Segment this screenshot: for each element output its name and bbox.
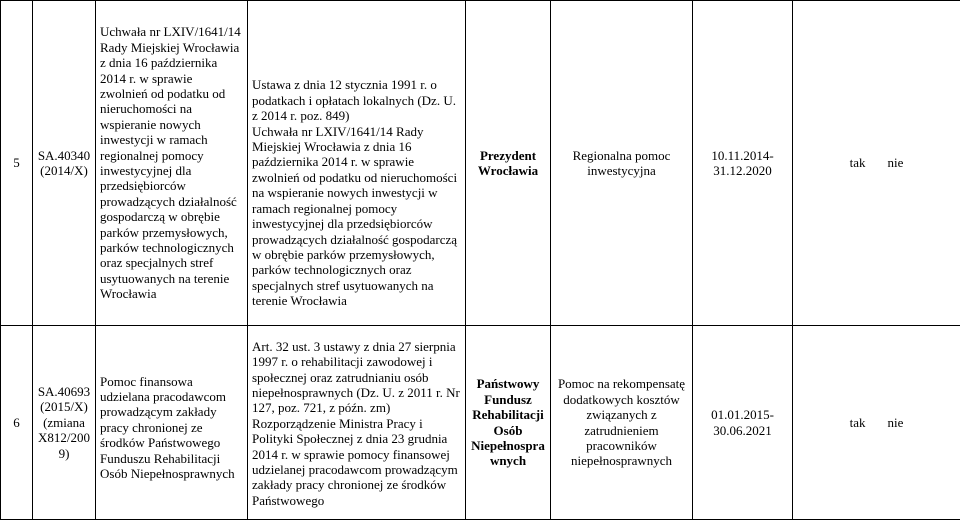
flag-yes: tak: [850, 415, 866, 430]
flags: [793, 1, 960, 326]
row-number: 5: [1, 1, 33, 326]
aid-form: Regionalna pomoc inwestycyjna: [551, 1, 693, 326]
legal-basis-regulation: Rozporządzenie Ministra Pracy i Polityki Społecznej z dnia 23 grudnia 2014 r. w sprawie pomocy finansowej udzielanej pracodawcom prowadzącym zakłady pracy chronionej ze środków Państwowego: [252, 416, 461, 508]
aid-scheme-number: SA.40340 (2014/X): [33, 1, 96, 326]
row-number: 6: [1, 326, 33, 520]
aid-grantor: Państwowy Fundusz Rehabilitacji Osób Niepełnosprawnych: [466, 326, 551, 520]
aid-scheme-number: SA.40693 (2015/X) (zmiana X812/2009): [33, 326, 96, 520]
legal-basis-act: Ustawa z dnia 12 stycznia 1991 r. o podatkach i opłatach lokalnych (Dz. U. z 2014 r. poz. 849): [252, 17, 461, 123]
aid-form: Pomoc na rekompensatę dodatkowych kosztów związanych z zatrudnieniem pracowników niepełnosprawnych: [551, 326, 693, 520]
legal-basis-act: Art. 32 ust. 3 ustawy z dnia 27 sierpnia 1997 r. o rehabilitacji zawodowej i społecznej oraz zatrudnianiu osób niepełnosprawnych (Dz. U. z 2011 r. Nr 127, poz. 721, z późn. zm): [252, 339, 461, 416]
legal-basis: [248, 1, 466, 326]
aid-scheme-description: Uchwała nr LXIV/1641/14 Rady Miejskiej Wrocławia z dnia 16 października 2014 r. w sprawie zwolnień od podatku od nieruchomości na wspieranie nowych inwestycji w ramach regionalnej pomocy inwestycyjnej dla przedsiębiorców prowadzących działalność gospodarczą w obrębie parków przemysłowych, parków technologicznych oraz specjalnych stref usytuowanych na terenie Wrocławia: [96, 1, 248, 326]
table-row: [1, 326, 960, 520]
flag-yes: tak: [850, 155, 866, 170]
flag-no: nie: [888, 415, 904, 430]
validity-period: 10.11.2014-31.12.2020: [693, 1, 793, 326]
aid-grantor: Prezydent Wrocławia: [466, 1, 551, 326]
validity-period: 01.01.2015-30.06.2021: [693, 326, 793, 520]
aid-scheme-description: Pomoc finansowa udzielana pracodawcom prowadzącym zakłady pracy chronionej ze środków Państwowego Funduszu Rehabilitacji Osób Niepełnosprawnych: [96, 326, 248, 520]
legal-basis: [248, 326, 466, 520]
flag-no: nie: [888, 155, 904, 170]
legal-basis-resolution: Uchwała nr LXIV/1641/14 Rady Miejskiej Wrocławia z dnia 16 października 2014 r. w sprawie zwolnień od podatku od nieruchomości na wspieranie nowych inwestycji w ramach regionalnej pomocy inwestycyjnej dla przedsiębiorców prowadzących działalność gospodarczą w obrębie parków przemysłowych, parków technologicznych oraz specjalnych stref usytuowanych na terenie Wrocławia: [252, 124, 461, 309]
flags: [793, 326, 960, 520]
table-row: [1, 1, 960, 326]
